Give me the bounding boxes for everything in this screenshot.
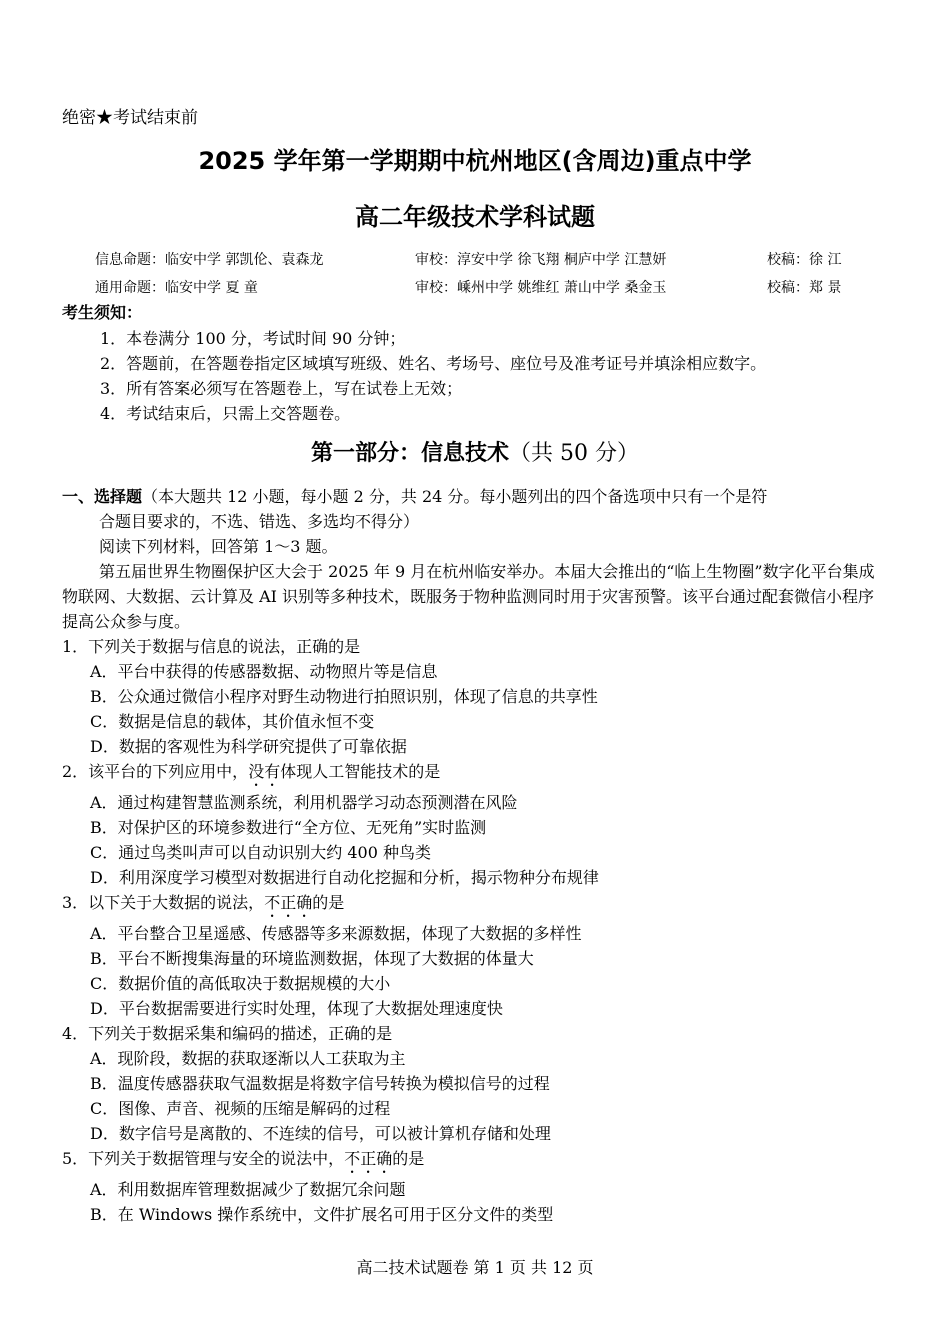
page-footer: 高二技术试题卷 第 1 页 共 12 页 xyxy=(356,1258,594,1277)
option: A．通过构建智慧监测系统，利用机器学习动态预测潜在风险 xyxy=(90,793,518,812)
question-stem: 1．下列关于数据与信息的说法，正确的是 xyxy=(62,637,361,656)
notice-item: 1．本卷满分 100 分，考试时间 90 分钟； xyxy=(100,329,406,348)
credit-reviewer: 审校：嵊州中学 姚维红 萧山中学 桑金玉 xyxy=(415,280,667,296)
credit-setter: 信息命题：临安中学 郭凯伦、袁森龙 xyxy=(95,252,324,268)
section-heading xyxy=(62,484,888,509)
exam-subtitle: 高二年级技术学科试题 xyxy=(355,203,595,231)
option: A．现阶段，数据的获取逐渐以人工获取为主 xyxy=(90,1049,406,1068)
exam-title: 2025 学年第一学期期中杭州地区(含周边)重点中学 xyxy=(198,147,752,175)
notice-item: 4．考试结束后，只需上交答题卷。 xyxy=(100,404,351,423)
credit-proof: 校稿：郑 景 xyxy=(767,280,842,296)
credit-proof: 校稿：徐 江 xyxy=(767,252,842,268)
option: A．平台整合卫星遥感、传感器等多来源数据，体现了大数据的多样性 xyxy=(90,924,582,943)
option: B．公众通过微信小程序对野生动物进行拍照识别，体现了信息的共享性 xyxy=(90,687,598,706)
option: B．对保护区的环境参数进行“全方位、无死角”实时监测 xyxy=(90,818,487,837)
question-stem: 4．下列关于数据采集和编码的描述，正确的是 xyxy=(62,1024,393,1043)
credits-row-info xyxy=(95,250,915,270)
option: D．数据的客观性为科学研究提供了可靠依据 xyxy=(90,737,407,756)
option: C．数据是信息的载体，其价值永恒不变 xyxy=(90,712,375,731)
notice-item: 3．所有答案必须写在答题卷上，写在试卷上无效； xyxy=(100,379,463,398)
option: B．平台不断搜集海量的环境监测数据，体现了大数据的体量大 xyxy=(90,949,534,968)
option: A．利用数据库管理数据减少了数据冗余问题 xyxy=(90,1180,406,1199)
option: C．数据价值的高低取决于数据规模的大小 xyxy=(90,974,391,993)
emphasis-mark: 不正确 xyxy=(344,1149,393,1168)
question-section xyxy=(62,484,888,1227)
notice-item: 2．答题前，在答题卷指定区域填写班级、姓名、考场号、座位号及准考证号并填涂相应数字。 xyxy=(100,354,767,373)
question-1 xyxy=(62,634,888,759)
question-4 xyxy=(62,1021,888,1146)
read-instruction: 阅读下列材料，回答第 1～3 题。 xyxy=(99,537,338,556)
secret-label: 绝密★考试结束前 xyxy=(62,108,198,128)
option: B．温度传感器获取气温数据是将数字信号转换为模拟信号的过程 xyxy=(90,1074,550,1093)
part-title-score: （共 50 分） xyxy=(509,441,639,466)
option: D．利用深度学习模型对数据进行自动化挖掘和分析，揭示物种分布规律 xyxy=(90,868,599,887)
question-stem: 2．该平台的下列应用中，没有体现人工智能技术的是 xyxy=(62,762,441,781)
option: B．在 Windows 操作系统中，文件扩展名可用于区分文件的类型 xyxy=(90,1205,554,1224)
emphasis-mark: 没有 xyxy=(248,762,281,781)
credit-setter: 通用命题：临安中学 夏 童 xyxy=(95,280,258,296)
credit-reviewer: 审校：淳安中学 徐飞翔 桐庐中学 江慧妍 xyxy=(415,252,667,268)
option: D．平台数据需要进行实时处理，体现了大数据处理速度快 xyxy=(90,999,503,1018)
credits-row-general xyxy=(95,278,915,298)
question-stem: 5．下列关于数据管理与安全的说法中，不正确的是 xyxy=(62,1149,425,1168)
reading-material: 第五届世界生物圈保护区大会于 2025 年 9 月在杭州临安举办。本届大会推出的“临上生物圈”数字化平台集成物联网、大数据、云计算及 AI 识别等多种技术，既服务于物种监测同时用于灾害预警。该平台通过配套微信小程序提高公众参与度。 xyxy=(62,562,875,631)
question-3 xyxy=(62,890,888,1021)
section-desc-line1: （本大题共 12 小题，每小题 2 分，共 24 分。每小题列出的四个备选项中只有一个是符 xyxy=(142,487,768,506)
question-5 xyxy=(62,1146,888,1227)
section-label: 一、选择题 xyxy=(62,487,143,506)
question-2 xyxy=(62,759,888,890)
option: C．图像、声音、视频的压缩是解码的过程 xyxy=(90,1099,391,1118)
part-title-main: 第一部分：信息技术 xyxy=(311,441,510,466)
question-stem: 3．以下关于大数据的说法，不正确的是 xyxy=(62,893,345,912)
notice-heading: 考生须知： xyxy=(62,303,143,322)
section-desc-line2: 合题目要求的，不选、错选、多选均不得分） xyxy=(99,512,420,531)
option: C．通过鸟类叫声可以自动识别大约 400 种鸟类 xyxy=(90,843,431,862)
emphasis-mark: 不正确 xyxy=(264,893,313,912)
option: A．平台中获得的传感器数据、动物照片等是信息 xyxy=(90,662,438,681)
option: D．数字信号是离散的、不连续的信号，可以被计算机存储和处理 xyxy=(90,1124,551,1143)
part-title xyxy=(0,438,950,470)
notice-list xyxy=(100,326,900,426)
